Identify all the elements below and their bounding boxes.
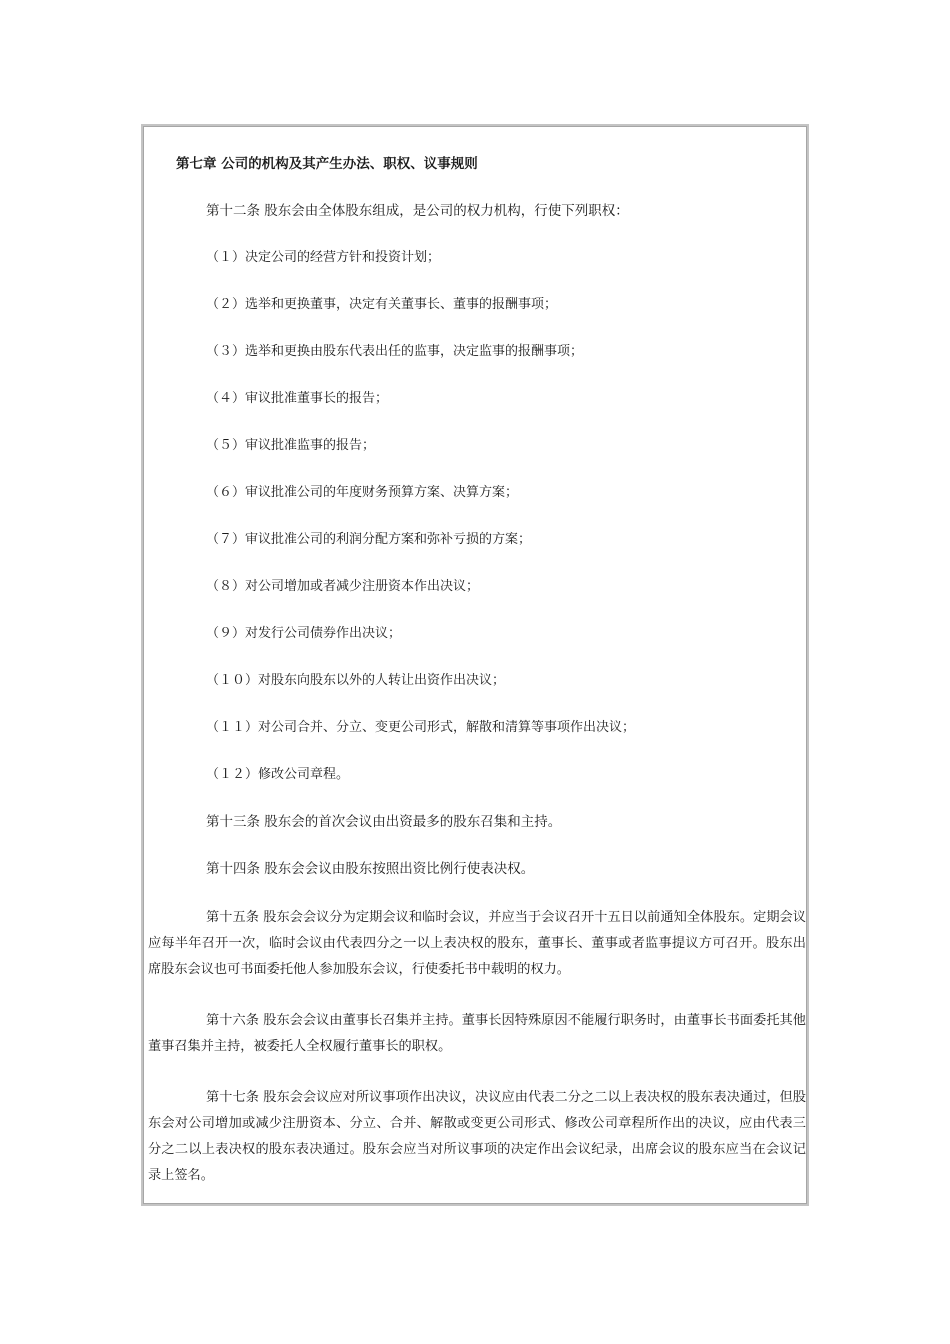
article-14: 第十四条 股东会会议由股东按照出资比例行使表决权。 (206, 861, 535, 877)
article-12-item-10: （１０）对股东向股东以外的人转让出资作出决议； (206, 673, 506, 688)
article-16: 第十六条 股东会会议由董事长召集并主持。董事长因特殊原因不能履行职务时，由董事长书面委托其他董事召集并主持，被委托人全权履行董事长的职权。 (148, 1013, 806, 1054)
article-13: 第十三条 股东会的首次会议由出资最多的股东召集和主持。 (206, 814, 562, 830)
document-frame (141, 124, 809, 1206)
article-12-item-5: （５）审议批准监事的报告； (206, 438, 376, 453)
article-12-item-2: （２）选举和更换董事，决定有关董事长、董事的报酬事项； (206, 297, 558, 312)
article-12-item-11: （１１）对公司合并、分立、变更公司形式，解散和清算等事项作出决议； (206, 720, 636, 735)
chapter-title: 第七章 公司的机构及其产生办法、职权、议事规则 (176, 156, 478, 172)
article-12-intro: 第十二条 股东会由全体股东组成，是公司的权力机构，行使下列职权： (206, 203, 629, 219)
article-12-item-4: （４）审议批准董事长的报告； (206, 391, 389, 406)
article-12-item-6: （６）审议批准公司的年度财务预算方案、决算方案； (206, 485, 519, 500)
document-content (148, 153, 806, 1189)
article-12-item-8: （８）对公司增加或者减少注册资本作出决议； (206, 579, 480, 594)
article-12-item-3: （３）选举和更换由股东代表出任的监事，决定监事的报酬事项； (206, 344, 584, 359)
article-12-item-9: （９）对发行公司债券作出决议； (206, 626, 402, 641)
article-12-item-7: （７）审议批准公司的利润分配方案和弥补亏损的方案； (206, 532, 532, 547)
article-12-item-12: （１２）修改公司章程。 (206, 767, 350, 782)
article-17: 第十七条 股东会会议应对所议事项作出决议，决议应由代表二分之二以上表决权的股东表决通过，但股东会对公司增加或减少注册资本、分立、合并、解散或变更公司形式、修改公司章程所作出的决议，应由代表三分之二以上表决权的股东表决通过。股东会应当对所议事项的决定作出会议纪录，出席会议的股东应当在会议记录上签名。 (148, 1090, 806, 1183)
article-12-item-1: （１）决定公司的经营方针和投资计划； (206, 250, 441, 265)
article-15: 第十五条 股东会会议分为定期会议和临时会议，并应当于会议召开十五日以前通知全体股东。定期会议应每半年召开一次，临时会议由代表四分之一以上表决权的股东，董事长、董事或者监事提议方可召开。股东出席股东会议也可书面委托他人参加股东会议，行使委托书中载明的权力。 (148, 910, 806, 977)
